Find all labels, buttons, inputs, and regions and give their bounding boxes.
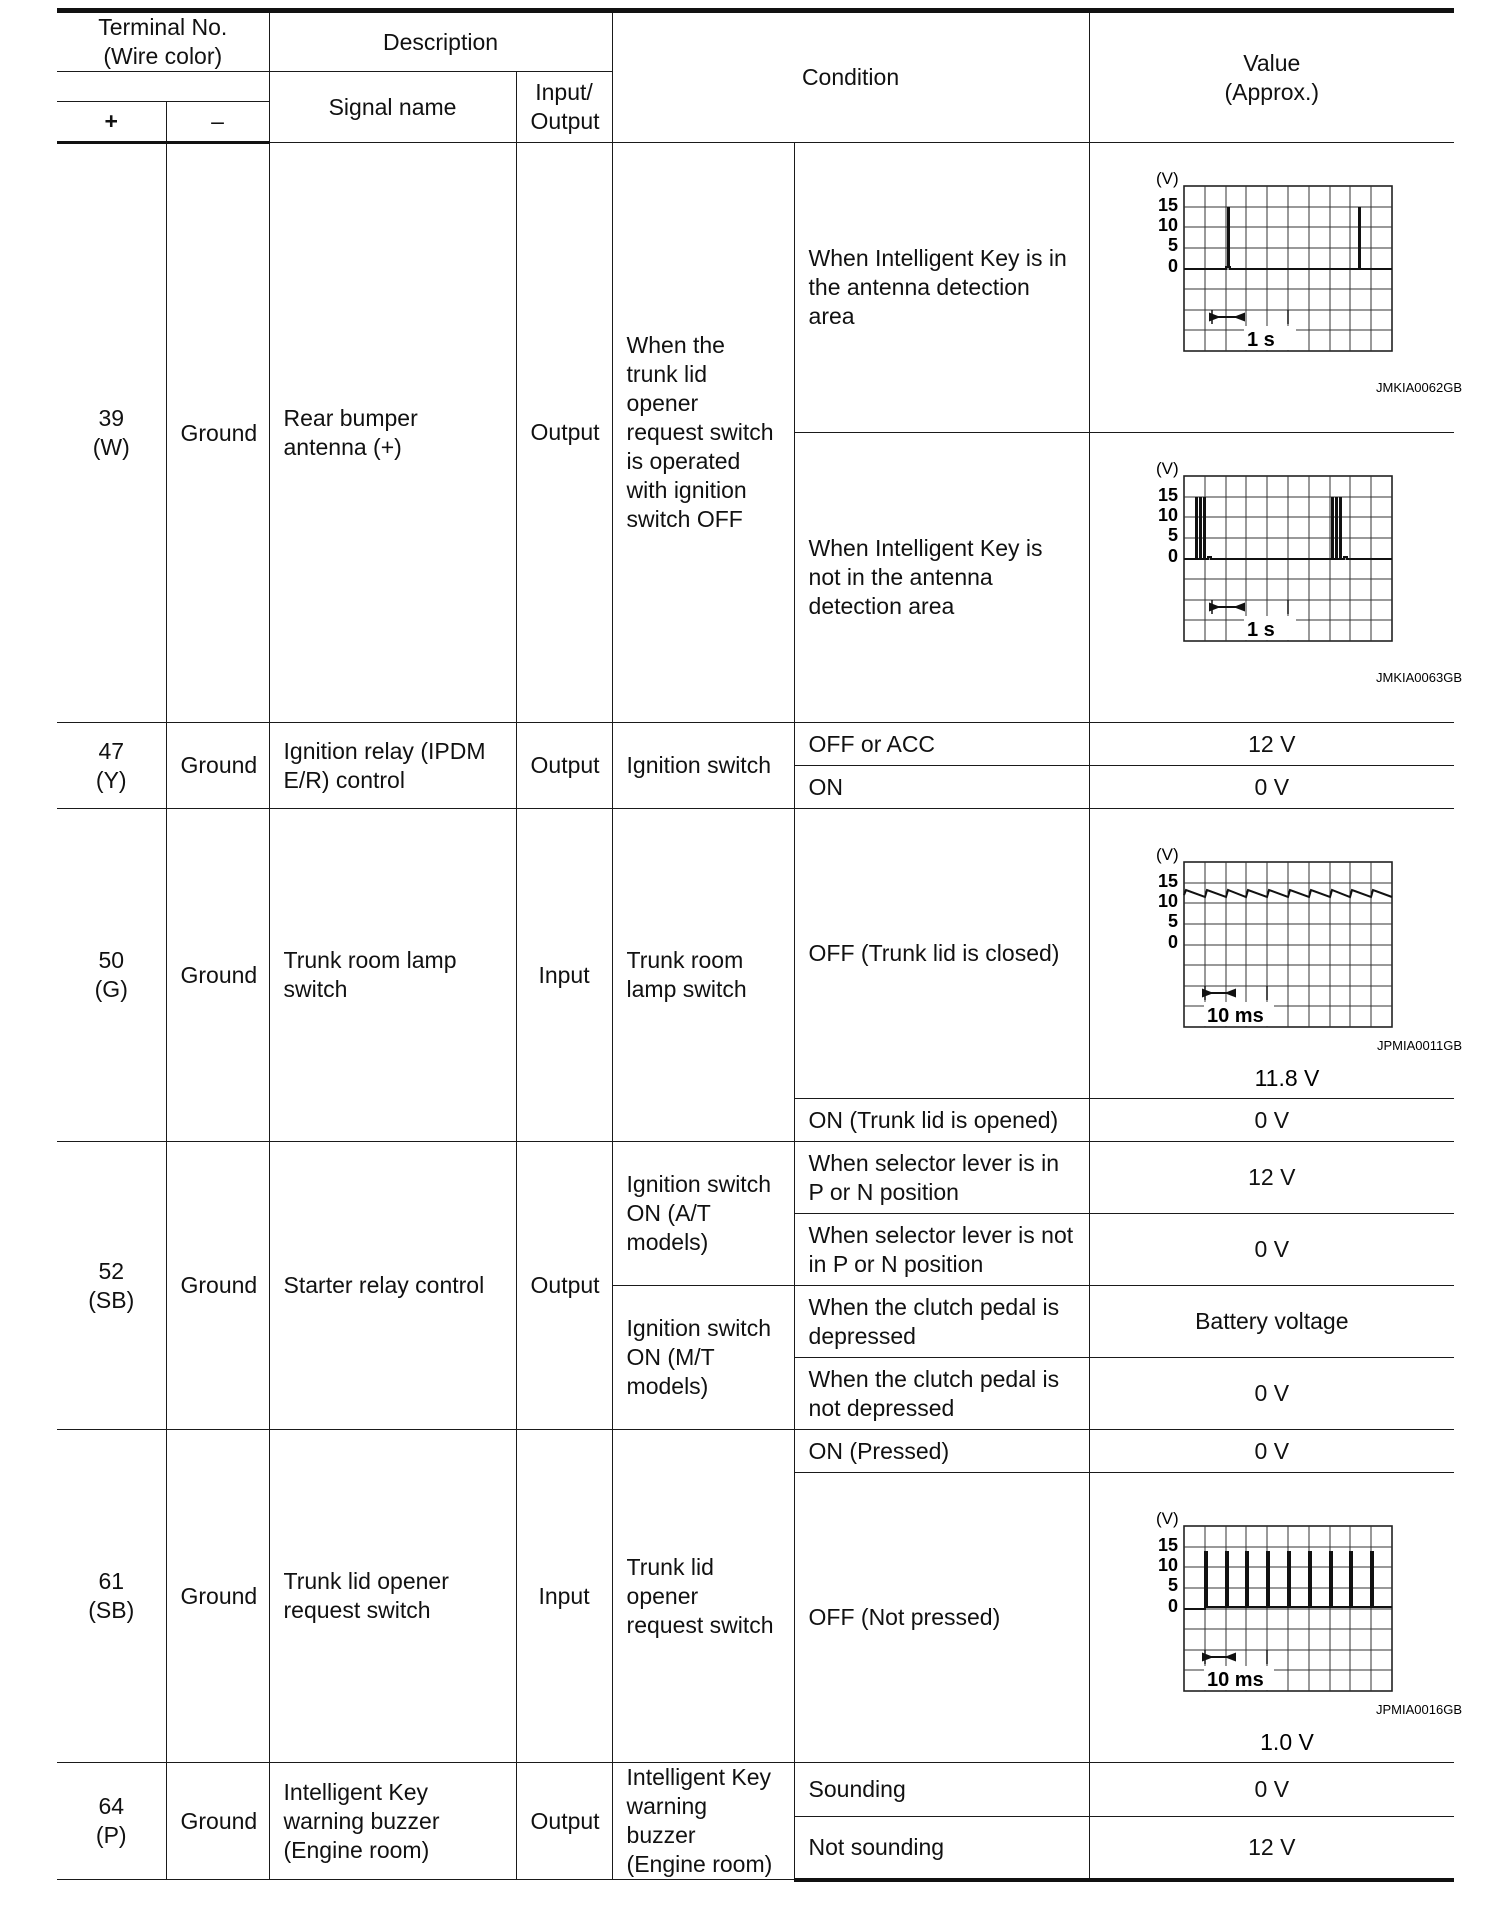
ground-cell: Ground xyxy=(166,723,269,809)
header-signal-name: Signal name xyxy=(269,72,516,143)
terminal-61 xyxy=(57,1430,166,1763)
terminal-number: 61 xyxy=(98,1568,125,1594)
waveform-value-label: 1.0 V xyxy=(1259,1728,1314,1755)
value-waveform-cell xyxy=(1089,1473,1462,1763)
header-plus: + xyxy=(57,102,166,143)
header-output-text: Output xyxy=(530,108,600,134)
value-cell: 0 V xyxy=(1089,1763,1454,1817)
terminal-number: 52 xyxy=(98,1257,125,1284)
value-waveform-cell xyxy=(1089,809,1462,1099)
sub-condition-cell: ON (Pressed) xyxy=(794,1430,1089,1473)
terminal-number: 39 xyxy=(98,405,125,431)
header-value-text: Value xyxy=(1243,49,1301,76)
value-cell: 12 V xyxy=(1089,723,1454,766)
condition-cell-mt: Ignition switch ON (M/T models) xyxy=(612,1286,794,1430)
terminal-47 xyxy=(57,723,166,809)
condition-cell: Intelligent Key warning buzzer (Engine room) xyxy=(612,1763,794,1880)
signal-name-cell: Rear bumper antenna (+) xyxy=(269,143,516,723)
waveform-value-label: 11.8 V xyxy=(1254,1064,1319,1091)
svg-text:1 s: 1 s xyxy=(1246,328,1275,351)
sub-condition-cell: OFF (Not pressed) xyxy=(794,1473,1089,1763)
value-cell: Battery voltage xyxy=(1089,1286,1454,1358)
svg-text:JMKIA0063GB: JMKIA0063GB xyxy=(1375,669,1462,685)
terminal-52 xyxy=(57,1142,166,1430)
waveform-antenna-not-in-area xyxy=(1104,434,1469,722)
sub-condition-cell: Sounding xyxy=(794,1763,1089,1817)
io-cell: Input xyxy=(516,1430,612,1763)
condition-cell: Trunk room lamp switch xyxy=(612,809,794,1142)
wire-color: (SB) xyxy=(88,1597,135,1623)
condition-cell: Trunk lid opener request switch xyxy=(612,1430,794,1763)
condition-cell-at: Ignition switch ON (A/T models) xyxy=(612,1142,794,1286)
io-cell: Output xyxy=(516,723,612,809)
header-condition: Condition xyxy=(612,11,1089,143)
ground-cell: Ground xyxy=(166,1142,269,1430)
header-input-text: Input/ xyxy=(535,79,593,105)
sub-condition-cell: OFF (Trunk lid is closed) xyxy=(794,809,1089,1099)
header-wire-color-text: (Wire color) xyxy=(103,43,223,69)
io-cell: Input xyxy=(516,809,612,1142)
svg-text:JPMIA0016GB: JPMIA0016GB xyxy=(1375,1701,1462,1717)
wire-color: (SB) xyxy=(88,1286,135,1313)
svg-text:1 s: 1 s xyxy=(1246,618,1275,641)
terminal-50 xyxy=(57,809,166,1142)
terminal-number: 64 xyxy=(98,1793,125,1819)
value-waveform-cell xyxy=(1089,433,1462,723)
signal-name-cell: Trunk room lamp switch xyxy=(269,809,516,1142)
header-terminal-no-text: Terminal No. xyxy=(98,14,228,40)
header-input-output xyxy=(516,72,612,143)
svg-text:JMKIA0062GB: JMKIA0062GB xyxy=(1375,379,1462,395)
condition-cell: Ignition switch xyxy=(612,723,794,809)
header-minus: – xyxy=(166,102,269,143)
sub-condition-cell: When selector lever is in P or N position xyxy=(794,1142,1089,1214)
sub-condition-cell: When Intelligent Key is not in the antenna detection area xyxy=(794,433,1089,723)
sub-condition-cell: When Intelligent Key is in the antenna detection area xyxy=(794,143,1089,433)
wire-color: (Y) xyxy=(95,766,127,793)
wire-color: (G) xyxy=(94,976,128,1002)
value-cell: 12 V xyxy=(1089,1142,1454,1214)
ground-cell: Ground xyxy=(166,809,269,1142)
io-cell: Output xyxy=(516,1763,612,1880)
header-terminal-no xyxy=(57,11,269,72)
svg-text:JPMIA0011GB: JPMIA0011GB xyxy=(1376,1037,1462,1053)
header-description: Description xyxy=(269,11,612,72)
terminal-39 xyxy=(57,143,166,723)
sub-condition-cell: When the clutch pedal is not depressed xyxy=(794,1358,1089,1430)
signal-name-cell: Trunk lid opener request switch xyxy=(269,1430,516,1763)
wire-color: (W) xyxy=(92,434,130,460)
value-cell: 0 V xyxy=(1089,1430,1454,1473)
terminal-number: 47 xyxy=(98,737,125,764)
io-cell: Output xyxy=(516,1142,612,1430)
sub-condition-cell: ON (Trunk lid is opened) xyxy=(794,1099,1089,1142)
terminal-number: 50 xyxy=(98,947,125,973)
sub-condition-cell: OFF or ACC xyxy=(794,723,1089,766)
sub-condition-cell: When the clutch pedal is depressed xyxy=(794,1286,1089,1358)
value-cell: 0 V xyxy=(1089,766,1454,809)
header-approx-text: (Approx.) xyxy=(1224,78,1320,105)
sub-condition-cell: When selector lever is not in P or N position xyxy=(794,1214,1089,1286)
io-cell: Output xyxy=(516,143,612,723)
value-waveform-cell xyxy=(1089,143,1462,433)
ground-cell: Ground xyxy=(166,1430,269,1763)
signal-name-cell: Intelligent Key warning buzzer (Engine room) xyxy=(269,1763,516,1880)
signal-name-cell: Starter relay control xyxy=(269,1142,516,1430)
wire-color: (P) xyxy=(95,1822,127,1848)
ground-cell: Ground xyxy=(166,1763,269,1880)
value-cell: 0 V xyxy=(1089,1099,1454,1142)
svg-text:10 ms: 10 ms xyxy=(1206,1668,1264,1691)
sub-condition-cell: Not sounding xyxy=(794,1817,1089,1880)
svg-text:10 ms: 10 ms xyxy=(1206,1004,1264,1027)
waveform-trunk-switch-off xyxy=(1104,1474,1469,1762)
value-cell: 12 V xyxy=(1089,1817,1454,1880)
waveform-antenna-in-area xyxy=(1104,144,1469,432)
terminal-64 xyxy=(57,1763,166,1880)
ground-cell: Ground xyxy=(166,143,269,723)
waveform-trunk-lamp-off xyxy=(1104,810,1469,1098)
header-value xyxy=(1089,11,1454,143)
terminal-specification-table xyxy=(57,8,1462,1882)
signal-name-cell: Ignition relay (IPDM E/R) control xyxy=(269,723,516,809)
value-cell: 0 V xyxy=(1089,1214,1454,1286)
value-cell: 0 V xyxy=(1089,1358,1454,1430)
condition-cell: When the trunk lid opener request switch is operated with ignition switch OFF xyxy=(612,143,794,723)
sub-condition-cell: ON xyxy=(794,766,1089,809)
